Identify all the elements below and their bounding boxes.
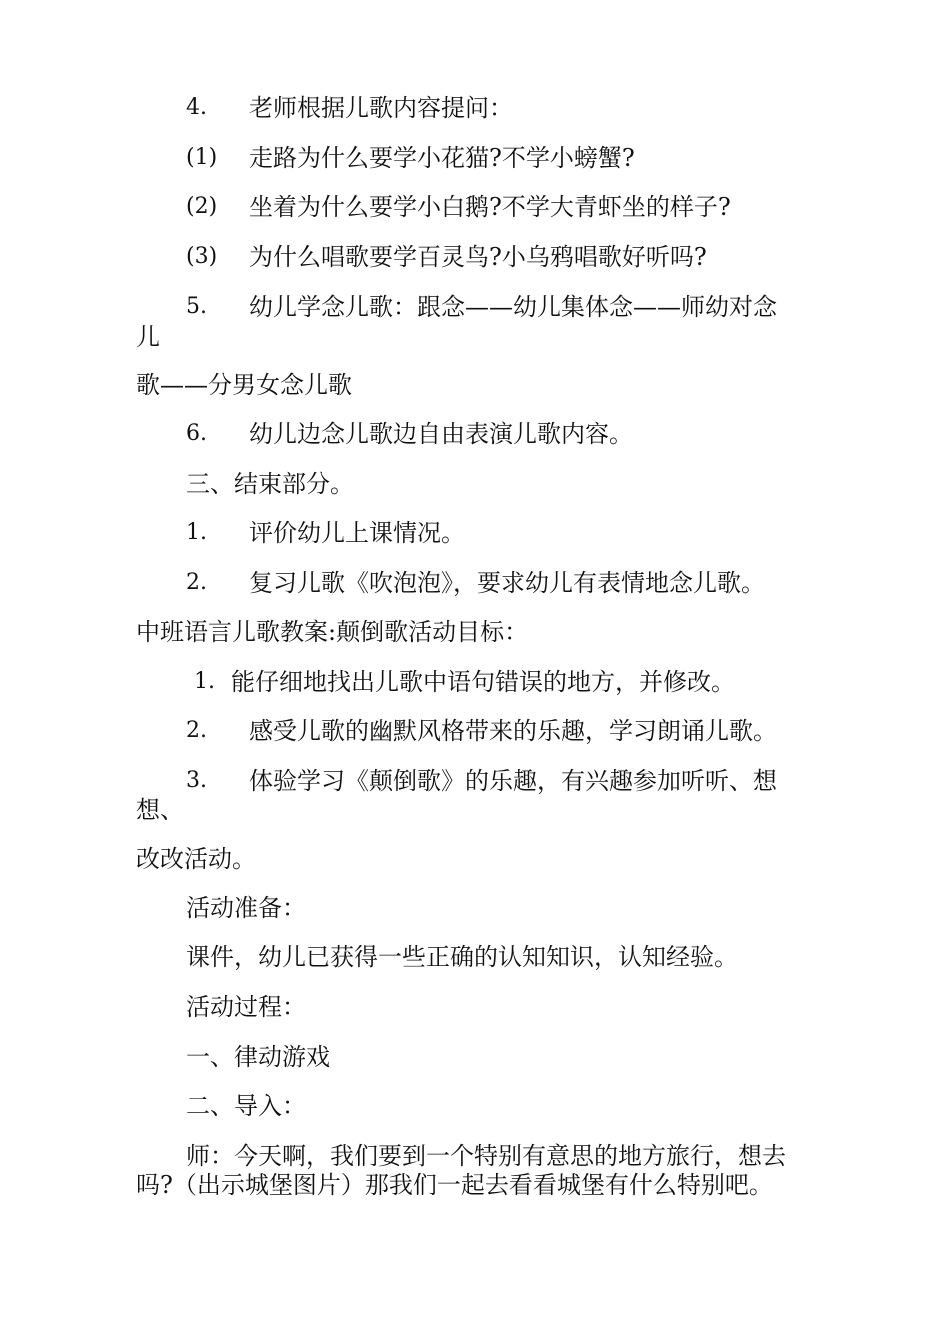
goal-number: 2. [186,718,207,743]
item-text: 坐着为什么要学小白鹅?不学大青虾坐的样子? [249,193,731,221]
item-number: 1. [186,520,207,545]
paragraph-line: 师：今天啊，我们要到一个特别有意思的地方旅行，想去 [186,1142,786,1170]
goal-text-wrap: 想、 [136,796,184,824]
lesson-title: 中班语言儿歌教案:颠倒歌活动目标： [136,618,529,646]
item-text-wrap: 儿 [136,323,160,351]
item-number: (2) [186,194,218,219]
item-text: 幼儿学念儿歌：跟念——幼儿集体念——师幼对念 [249,293,777,321]
process-step: 一、律动游戏 [186,1043,330,1071]
item-number: 5. [186,294,207,319]
goal-text: 体验学习《颠倒歌》的乐趣，有兴趣参加听听、想 [249,767,777,795]
item-text: 走路为什么要学小花猫?不学小螃蟹? [249,144,635,172]
item-number: 4. [186,95,207,120]
goal-text-continued: 改改活动。 [136,845,256,873]
paragraph-line: 吗?（出示城堡图片）那我们一起去看看城堡有什么特别吧。 [136,1171,773,1199]
prep-heading: 活动准备： [186,894,306,922]
goal-number: 3. [186,768,207,793]
item-number: (3) [186,244,218,269]
item-text: 评价幼儿上课情况。 [249,519,465,547]
item-text: 为什么唱歌要学百灵鸟?小乌鸦唱歌好听吗? [249,243,707,271]
goal-text: 能仔细地找出儿歌中语句错误的地方，并修改。 [231,668,735,696]
item-text: 复习儿歌《吹泡泡》，要求幼儿有表情地念儿歌。 [249,569,765,597]
item-number: (1) [186,145,218,170]
process-step: 二、导入： [186,1092,306,1120]
item-text: 老师根据儿歌内容提问： [249,94,513,122]
section-heading: 三、结束部分。 [186,470,354,498]
item-text: 幼儿边念儿歌边自由表演儿歌内容。 [249,420,633,448]
item-text-continued: 歌——分男女念儿歌 [136,371,352,399]
process-heading: 活动过程： [186,993,306,1021]
goal-text: 感受儿歌的幽默风格带来的乐趣，学习朗诵儿歌。 [249,717,777,745]
item-number: 6. [186,421,207,446]
prep-text: 课件，幼儿已获得一些正确的认知知识，认知经验。 [186,943,738,971]
item-number: 2. [186,570,207,595]
goal-number: 1. [194,669,215,694]
